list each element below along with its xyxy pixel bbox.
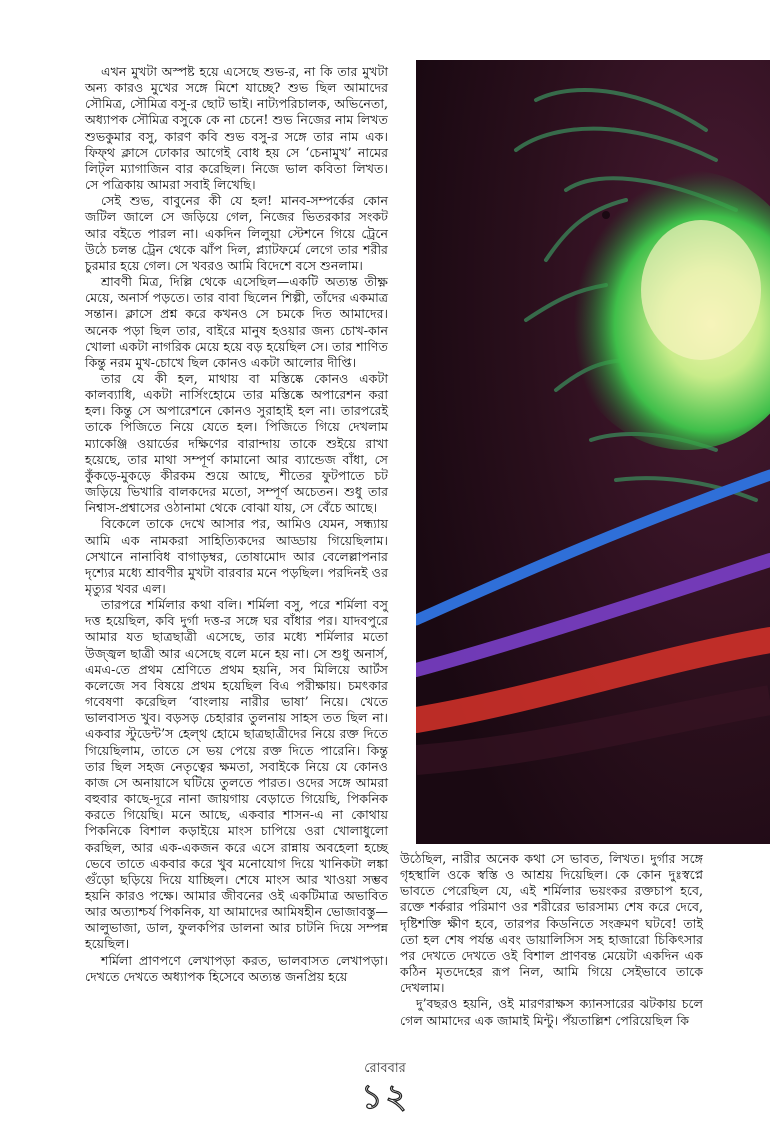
paragraph: উঠেছিল, নারীর অনেক কথা সে ভাবত, লিখত। দুর্গার সঙ্গে গৃহস্থালি ওকে স্বস্তি ও আশ্রয় দিয়েছিল। কে কোন দুঃস্বপ্নে ভাবতে পেরেছিল যে, এই শর্মিলার ভয়ংকর রক্তচাপ হবে, রক্তে শর্করার পরিমাণ ওর শরীরের ভারসাম্য শেষ করে দেবে, দৃষ্টিশক্তি ক্ষীণ হবে, তারপর কিডনিতে সংক্রমণ ঘটবে! তাই তো হল শেষ পর্যন্ত এবং ডায়ালিসিস সহ হাজারো চিকিৎসার পর দেখতে দেখতে ওই বিশাল প্রাণবন্ত মেয়েটা একদিন এক কঠিন মৃতদেহের রূপ নিল, আমি গিয়ে সেইভাবে তাকে দেখলাম।: [400, 851, 703, 996]
paragraph: তারপরে শর্মিলার কথা বলি। শর্মিলা বসু, পরে শর্মিলা বসু দত্ত হয়েছিল, কবি দুর্গা দত্ত-র সঙ্গে ঘর বাঁধার পর। যাদবপুরে আমার যত ছাত্রছাত্রী এসেছে, তার মধ্যে শর্মিলার মতো উজ্জ্বল ছাত্রী আর এসেছে বলে মনে হয় না। সে শুধু অনার্স, এমএ-তে প্রথম শ্রেণিতে প্রথম হয়নি, সব মিলিয়ে আর্টস কলেজে সব বিষয়ে প্রথম হয়েছিল বিএ পরীক্ষায়। চমৎকার গবেষণা করেছিল ‘বাংলায় নারীর ভাষা’ নিয়ে। খেতে ভালবাসত খুব। বড়সড় চেহারার তুলনায় সাহস তত ছিল না। একবার স্টুডেন্ট’স হেল্‌থ হোমে ছাত্রছাত্রীদের নিয়ে রক্ত দিতে গিয়েছিলাম, তাতে সে ভয় পেয়ে রক্ত দিতে পারেনি। কিন্তু তার ছিল সহজ নেতৃত্বের ক্ষমতা, সবাইকে নিয়ে যে কোনও কাজ সে অনায়াসে ঘটিয়ে তুলতে পারত। ওদের সঙ্গে আমরা বহুবার কাছে-দূরে নানা জায়গায় বেড়াতে গিয়েছি, পিকনিক করতে গিয়েছি। মনে আছে, একবার শাসন-এ না কোথায় পিকনিকে বিশাল কড়াইয়ে মাংস চাপিয়ে ওরা খোলাধুলো করছিল, আর এক-একজন করে এসে রান্নায় অবহেলা হচ্ছে ভেবে তাতে একবার করে খুব মনোযোগ দিয়ে খানিকটা লঙ্কা গুঁড়ো ছড়িয়ে দিয়ে যাচ্ছিল। শেষে মাংস আর খাওয়া সম্ভব হয়নি কারও পক্ষে। আমার জীবনের ওই একটিমাত্র অভাবিত আর অত্যাশ্চর্য পিকনিক, যা আমাদের আমিষহীন ভোজাবস্তু—আলুভাজা, ডাল, ফুলকপির ডালনা আর চাটনি দিয়ে সম্পন্ন হয়েছিল।: [85, 597, 388, 952]
paragraph: শর্মিলা প্রাণপণে লেখাপড়া করত, ভালবাসত লেখাপড়া। দেখতে দেখতে অধ্যাপক হিসেবে অত্যন্ত জনপ্রিয় হয়ে: [85, 952, 388, 984]
article-column-right: [400, 851, 703, 1029]
small-dot: [602, 211, 610, 219]
paragraph: বিকেলে তাকে দেখে আসার পর, আমিও যেমন, সন্ধ্যায় আমি এক নামকরা সাহিত্যিকদের আড্ডায় গিয়েছিলাম। সেখানে নানাবিধ বাগাড়ম্বর, তোষামোদ আর বেলেল্লাপনার দৃশ্যের মধ্যে শ্রাবণীর মুখটা বারবার মনে পড়ছিল। পরদিনই ওর মৃত্যুর খবর এল।: [85, 516, 388, 596]
page-footer: [0, 1061, 770, 1117]
paragraph: এখন মুখটা অস্পষ্ট হয়ে এসেছে শুভ-র, না কি তার মুখটা অন্য কারও মুখের সঙ্গে মিশে যাচ্ছে? শুভ ছিল আমাদের সৌমিত্র, সৌমিত্র বসু-র ছোট ভাই। নাট্যপরিচালক, অভিনেতা, অধ্যাপক সৌমিত্র বসুকে কে না চেনে! শুভ নিজের নাম লিখত শুভকুমার বসু, কারণ কবি শুভ বসু-র সঙ্গে তার নাম এক। ফিফ্থ ক্লাসে ঢোকার আগেই বোধ হয় সে ‘চেনামুখ’ নামের লিট্‌ল ম্যাগাজিন বার করেছিল। নিজে ভাল কবিতা লিখত। সে পত্রিকায় আমরা সবাই লিখেছি।: [85, 64, 388, 193]
article-column-left: [85, 64, 388, 985]
paragraph: তার যে কী হল, মাথায় বা মস্তিষ্কে কোনও একটা কালব্যাধি, একটা নার্সিংহোমে তার মস্তিষ্কে অপারেশন করা হল। কিন্তু সে অপারেশনে কোনও সুরাহাই হল না। তারপরেই তাকে পিজিতে নিয়ে যেতে হল। পিজিতে গিয়ে দেখলাম ম্যাকেঞ্জি ওয়ার্ডের দক্ষিণের বারান্দায় তাকে শুইয়ে রাখা হয়েছে, তার মাথা সম্পূর্ণ কামানো আর ব্যান্ডেজ বাঁধা, সে কুঁকড়ে-মুকড়ে কীরকম শুয়ে আছে, শীতের ফুটপাতে চট জড়িয়ে ভিখারি বালকদের মতো, সম্পূর্ণ অচেতন। শুধু তার নিশ্বাস-প্রশ্বাসের ওঠানামা থেকে বোঝা যায়, সে বেঁচে আছে।: [85, 370, 388, 516]
painting-illustration: [416, 60, 770, 844]
paragraph: শ্রাবণী মিত্র, দিল্লি থেকে এসেছিল—একটি অত্যন্ত তীক্ষ্ণ মেয়ে, অনার্স পড়তে। তার বাবা ছিলেন শিল্পী, তাঁদের একমাত্র সন্তান। ক্লাসে প্রশ্ন করে কখনও সে চমকে দিত আমাদের। অনেক পড়া ছিল তার, বাইরে মানুষ হওয়ার জন্য চোখ-কান খোলা একটা নাগরিক মেয়ে হয়ে বড় হয়েছিল সে। তার শাণিত কিন্তু নরম মুখ-চোখে ছিল কোনও একটা আলোর দীপ্তি।: [85, 274, 388, 370]
paragraph: সেই শুভ, বাবুনের কী যে হল! মানব-সম্পর্কের কোন জটিল জালে সে জড়িয়ে গেল, নিজের ভিতরকার সংকট আর বইতে পারল না। একদিন লিলুয়া স্টেশনে গিয়ে ট্রেনে উঠে চলন্ত ট্রেন থেকে ঝাঁপ দিল, প্ল্যাটফর্মে লেগে তার শরীর চুরমার হয়ে গেল। সে খবরও আমি বিদেশে বসে শুনলাম।: [85, 193, 388, 273]
paragraph: দু’বছরও হয়নি, ওই মারণরাক্ষস ক্যানসারের ঝটকায় চলে গেল আমাদের এক জামাই মিন্টু। পঁয়তাল্লিশ পেরিয়েছিল কি: [400, 996, 703, 1028]
magazine-name: রোববার: [364, 1061, 406, 1076]
page-number: ১২: [360, 1077, 410, 1117]
